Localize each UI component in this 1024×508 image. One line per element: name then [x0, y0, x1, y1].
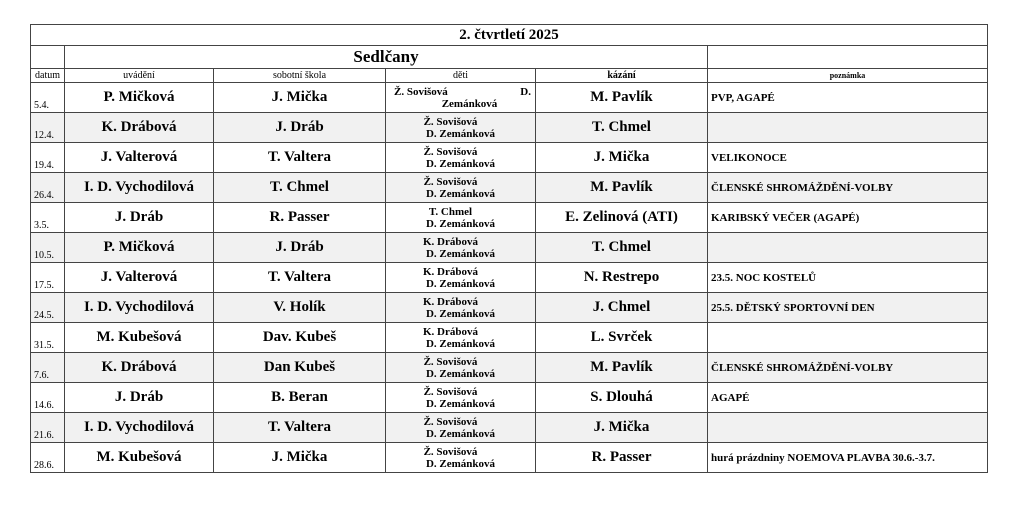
table-row — [31, 173, 988, 203]
sobotni-skola-cell: J. Mička — [214, 443, 386, 473]
deti-line-2: Zemánková — [441, 97, 498, 110]
poznamka-cell — [708, 113, 988, 143]
deti-cell — [386, 353, 536, 383]
deti-line-1: Ž. Sovišová — [423, 415, 478, 428]
kazani-cell: S. Dlouhá — [536, 383, 708, 413]
sobotni-skola-cell: J. Mička — [214, 83, 386, 113]
kazani-cell: J. Mička — [536, 143, 708, 173]
header-kazani: kázání — [536, 69, 708, 83]
deti-line-2: D. Zemánková — [425, 217, 496, 230]
quarter-title: 2. čtvrtletí 2025 — [31, 25, 988, 46]
date-cell: 12.4. — [31, 113, 65, 143]
uvadeni-cell: J. Dráb — [65, 203, 214, 233]
uvadeni-cell: P. Mičková — [65, 83, 214, 113]
sobotni-skola-cell: J. Dráb — [214, 233, 386, 263]
date-cell: 26.4. — [31, 173, 65, 203]
deti-cell — [386, 443, 536, 473]
sobotni-skola-cell: T. Valtera — [214, 143, 386, 173]
deti-line-1: K. Drábová — [423, 265, 478, 278]
table-row — [31, 293, 988, 323]
poznamka-cell: ČLENSKÉ SHROMÁŽDĚNÍ-VOLBY — [708, 353, 988, 383]
uvadeni-cell: P. Mičková — [65, 233, 214, 263]
deti-line-2: D. Zemánková — [425, 337, 496, 350]
sobotni-skola-cell: T. Valtera — [214, 263, 386, 293]
deti-line-1: K. Drábová — [423, 325, 478, 338]
sobotni-skola-cell: T. Chmel — [214, 173, 386, 203]
uvadeni-cell: I. D. Vychodilová — [65, 173, 214, 203]
kazani-cell: T. Chmel — [536, 113, 708, 143]
deti-name-part: D. — [520, 85, 531, 98]
deti-line-1: K. Drábová — [423, 235, 478, 248]
header-row — [31, 69, 988, 83]
header-sobotni-skola: sobotní škola — [214, 69, 386, 83]
deti-cell — [386, 233, 536, 263]
kazani-cell: N. Restrepo — [536, 263, 708, 293]
sobotni-skola-cell: Dav. Kubeš — [214, 323, 386, 353]
date-cell: 31.5. — [31, 323, 65, 353]
sobotni-skola-cell: T. Valtera — [214, 413, 386, 443]
kazani-cell: M. Pavlík — [536, 353, 708, 383]
deti-line-2: D. Zemánková — [425, 157, 496, 170]
uvadeni-cell: K. Drábová — [65, 113, 214, 143]
location-title: Sedlčany — [65, 46, 708, 69]
poznamka-cell — [708, 323, 988, 353]
kazani-cell: T. Chmel — [536, 233, 708, 263]
poznamka-cell — [708, 233, 988, 263]
uvadeni-cell: M. Kubešová — [65, 323, 214, 353]
deti-line-2: D. Zemánková — [425, 247, 496, 260]
uvadeni-cell: J. Dráb — [65, 383, 214, 413]
poznamka-cell: hurá prázdniny NOEMOVA PLAVBA 30.6.-3.7. — [708, 443, 988, 473]
kazani-cell: M. Pavlík — [536, 173, 708, 203]
deti-line-2: D. Zemánková — [425, 307, 496, 320]
deti-cell — [386, 113, 536, 143]
deti-line-1 — [386, 86, 535, 98]
table-row — [31, 443, 988, 473]
date-cell: 19.4. — [31, 143, 65, 173]
uvadeni-cell: I. D. Vychodilová — [65, 413, 214, 443]
schedule-table — [30, 24, 988, 473]
poznamka-cell: AGAPÉ — [708, 383, 988, 413]
table-row — [31, 263, 988, 293]
deti-line-1: Ž. Sovišová — [423, 145, 478, 158]
poznamka-cell: KARIBSKÝ VEČER (AGAPÉ) — [708, 203, 988, 233]
kazani-cell: E. Zelinová (ATI) — [536, 203, 708, 233]
deti-line-1: Ž. Sovišová — [423, 355, 478, 368]
table-row — [31, 83, 988, 113]
sobotni-skola-cell: B. Beran — [214, 383, 386, 413]
date-cell: 5.4. — [31, 83, 65, 113]
deti-line-1: T. Chmel — [428, 205, 473, 218]
header-poznamka: poznámka — [708, 69, 988, 83]
title-row — [31, 25, 988, 46]
deti-line-2: D. Zemánková — [425, 367, 496, 380]
deti-line-1: Ž. Sovišová — [423, 115, 478, 128]
deti-line-1: Ž. Sovišová — [423, 445, 478, 458]
date-cell: 3.5. — [31, 203, 65, 233]
table-row — [31, 113, 988, 143]
date-cell: 10.5. — [31, 233, 65, 263]
date-cell: 28.6. — [31, 443, 65, 473]
table-row — [31, 323, 988, 353]
deti-line-1: K. Drábová — [423, 295, 478, 308]
deti-cell — [386, 413, 536, 443]
blank-cell — [708, 46, 988, 69]
kazani-cell: M. Pavlík — [536, 83, 708, 113]
sobotni-skola-cell: R. Passer — [214, 203, 386, 233]
deti-cell — [386, 263, 536, 293]
table-row — [31, 203, 988, 233]
deti-line-2: D. Zemánková — [425, 127, 496, 140]
deti-line-2: D. Zemánková — [425, 277, 496, 290]
poznamka-cell — [708, 413, 988, 443]
header-uvadeni: uvádění — [65, 69, 214, 83]
deti-cell — [386, 383, 536, 413]
date-cell: 14.6. — [31, 383, 65, 413]
poznamka-cell: ČLENSKÉ SHROMÁŽDĚNÍ-VOLBY — [708, 173, 988, 203]
deti-line-1: Ž. Sovišová — [423, 385, 478, 398]
kazani-cell: J. Chmel — [536, 293, 708, 323]
deti-cell — [386, 83, 536, 113]
deti-cell — [386, 293, 536, 323]
uvadeni-cell: I. D. Vychodilová — [65, 293, 214, 323]
header-deti: děti — [386, 69, 536, 83]
uvadeni-cell: J. Valterová — [65, 263, 214, 293]
date-cell: 17.5. — [31, 263, 65, 293]
header-datum: datum — [31, 69, 65, 83]
location-row — [31, 46, 988, 69]
sobotni-skola-cell: Dan Kubeš — [214, 353, 386, 383]
table-row — [31, 413, 988, 443]
deti-line-1: Ž. Sovišová — [423, 175, 478, 188]
date-cell: 24.5. — [31, 293, 65, 323]
table-row — [31, 383, 988, 413]
table-row — [31, 233, 988, 263]
deti-name: Ž. Sovišová — [394, 85, 448, 98]
deti-cell — [386, 143, 536, 173]
deti-cell — [386, 173, 536, 203]
uvadeni-cell: J. Valterová — [65, 143, 214, 173]
deti-line-2: D. Zemánková — [425, 457, 496, 470]
poznamka-cell: 23.5. NOC KOSTELŮ — [708, 263, 988, 293]
date-cell: 7.6. — [31, 353, 65, 383]
blank-cell — [31, 46, 65, 69]
sobotni-skola-cell: V. Holík — [214, 293, 386, 323]
table-row — [31, 143, 988, 173]
sobotni-skola-cell: J. Dráb — [214, 113, 386, 143]
deti-cell — [386, 203, 536, 233]
deti-cell — [386, 323, 536, 353]
table-row — [31, 353, 988, 383]
poznamka-cell: VELIKONOCE — [708, 143, 988, 173]
deti-line-2: D. Zemánková — [425, 397, 496, 410]
kazani-cell: J. Mička — [536, 413, 708, 443]
poznamka-cell: 25.5. DĚTSKÝ SPORTOVNÍ DEN — [708, 293, 988, 323]
deti-line-2: D. Zemánková — [425, 427, 496, 440]
kazani-cell: L. Svrček — [536, 323, 708, 353]
kazani-cell: R. Passer — [536, 443, 708, 473]
date-cell: 21.6. — [31, 413, 65, 443]
uvadeni-cell: M. Kubešová — [65, 443, 214, 473]
deti-line-2: D. Zemánková — [425, 187, 496, 200]
uvadeni-cell: K. Drábová — [65, 353, 214, 383]
poznamka-cell: PVP, AGAPÉ — [708, 83, 988, 113]
